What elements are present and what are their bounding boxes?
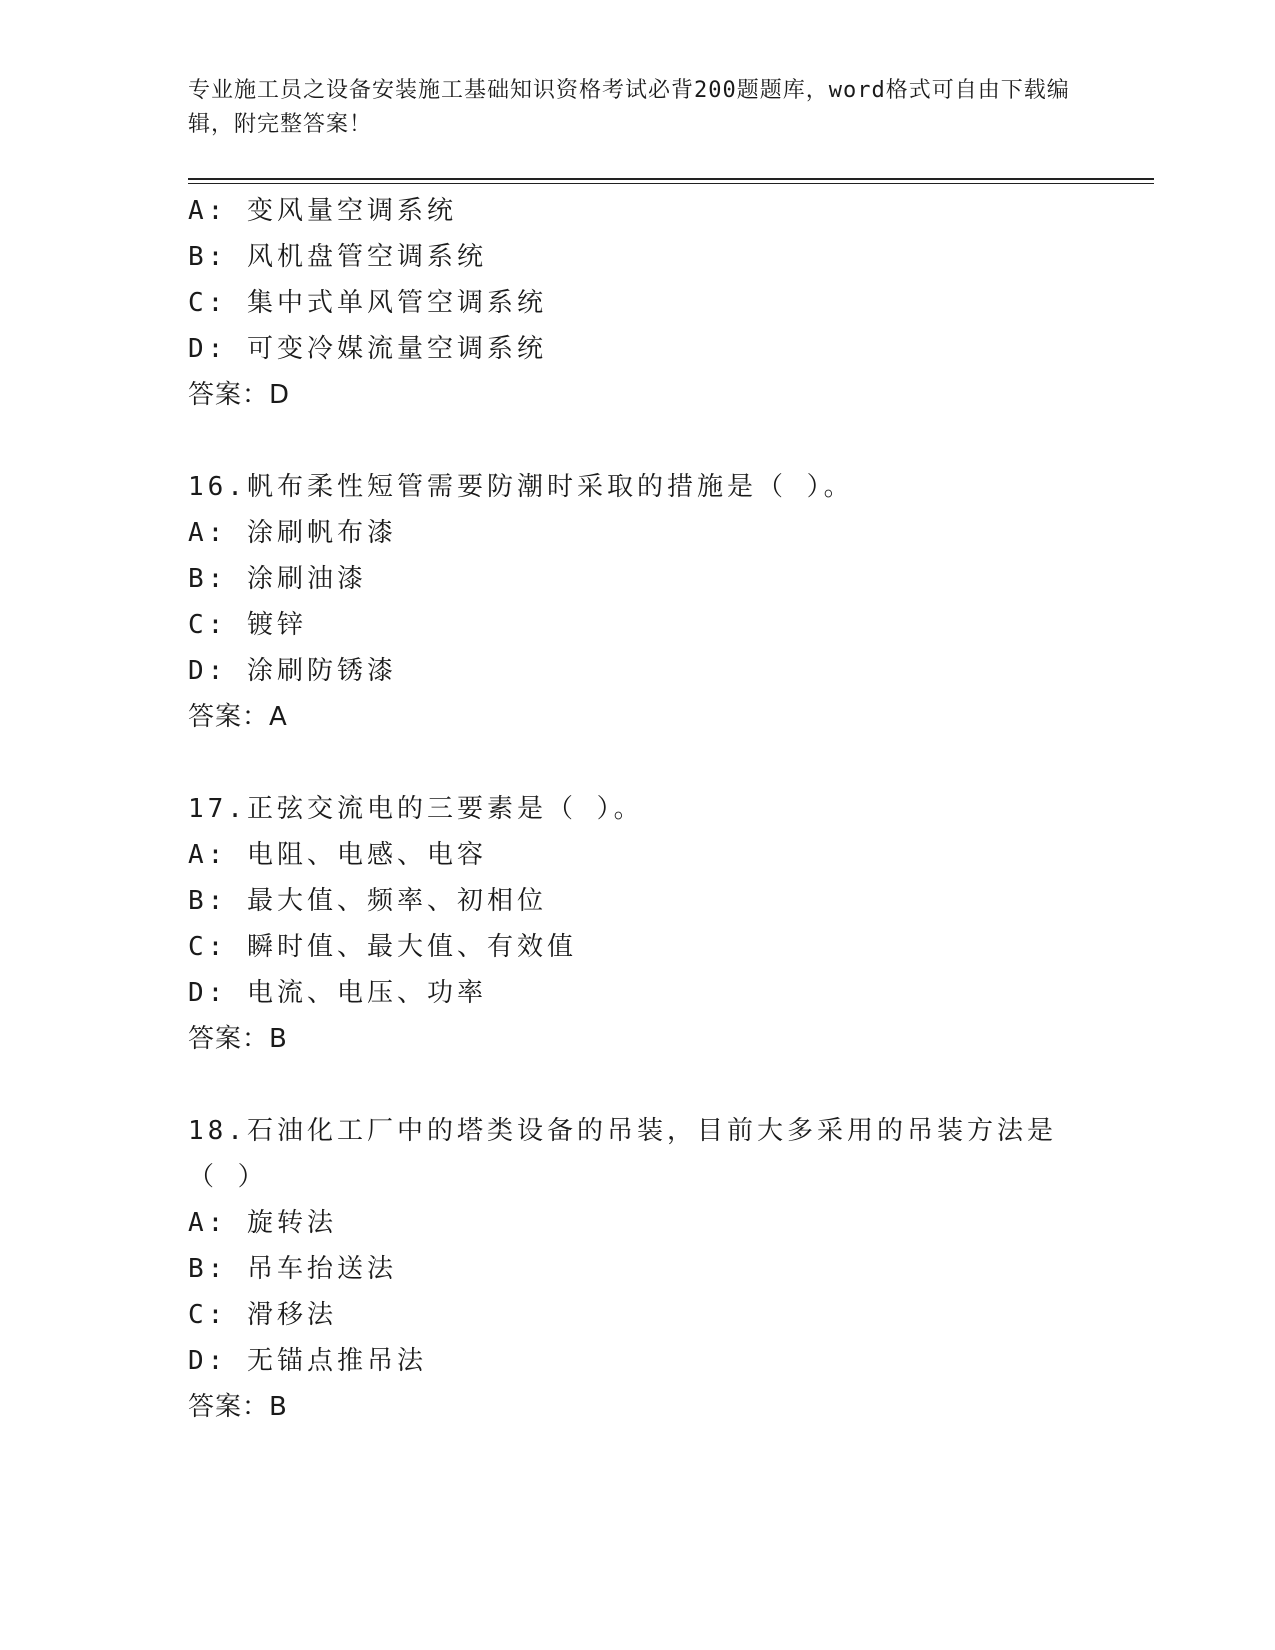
answer-line: 答案：D <box>188 380 291 410</box>
option-b: B: 涂刷油漆 <box>188 564 367 594</box>
question-stem: 18.石油化工厂中的塔类设备的吊装，目前大多采用的吊装方法是（ ） <box>188 1116 1057 1192</box>
question-18 <box>188 1108 1088 1430</box>
option-d: D: 无锚点推吊法 <box>188 1346 427 1376</box>
spacer <box>188 418 1088 464</box>
option-b: B: 最大值、频率、初相位 <box>188 886 547 916</box>
question-stem: 16.帆布柔性短管需要防潮时采取的措施是（ ）。 <box>188 472 854 502</box>
option-d: D: 涂刷防锈漆 <box>188 656 397 686</box>
option-d: D: 电流、电压、功率 <box>188 978 487 1008</box>
question-list <box>188 188 1088 1430</box>
spacer <box>188 1062 1088 1108</box>
option-a: A: 变风量空调系统 <box>188 196 457 226</box>
question-16 <box>188 464 1088 740</box>
option-a: A: 旋转法 <box>188 1208 337 1238</box>
question-stem: 17.正弦交流电的三要素是（ ）。 <box>188 794 644 824</box>
option-c: C: 瞬时值、最大值、有效值 <box>188 932 577 962</box>
option-d: D: 可变冷媒流量空调系统 <box>188 334 547 364</box>
option-c: C: 滑移法 <box>188 1300 337 1330</box>
option-a: A: 涂刷帆布漆 <box>188 518 397 548</box>
option-c: C: 集中式单风管空调系统 <box>188 288 547 318</box>
answer-line: 答案：A <box>188 702 288 732</box>
answer-line: 答案：B <box>188 1392 288 1422</box>
question-17 <box>188 786 1088 1062</box>
document-header: 专业施工员之设备安装施工基础知识资格考试必背200题题库，word格式可自由下载编辑，附完整答案！ <box>188 78 1070 137</box>
option-c: C: 镀锌 <box>188 610 307 640</box>
option-b: B: 风机盘管空调系统 <box>188 242 487 272</box>
option-a: A: 电阻、电感、电容 <box>188 840 487 870</box>
spacer <box>188 740 1088 786</box>
answer-line: 答案：B <box>188 1024 288 1054</box>
header-rule-thin <box>188 183 1154 184</box>
option-b: B: 吊车抬送法 <box>188 1254 397 1284</box>
header-rule-thick <box>188 178 1154 180</box>
previous-question-block <box>188 188 1088 418</box>
